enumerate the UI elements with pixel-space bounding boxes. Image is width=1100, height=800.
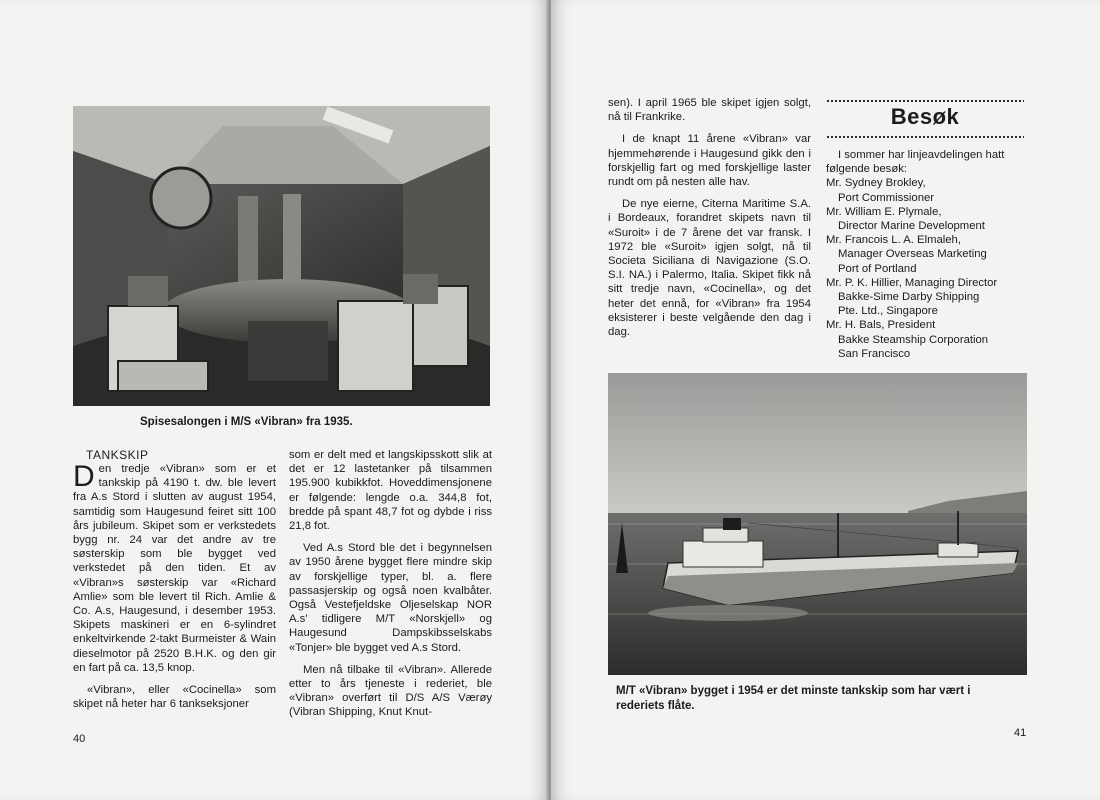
visitor-title: Bakke Steamship Corporation [838,333,989,346]
right-column [608,96,811,347]
drop-cap: D [73,460,95,493]
dining-salon-photo [73,106,490,406]
col1-paragraph-1-text: en tredje «Vibran» som er et tankskip på 4190 t. dw. ble levert fra A.s Stord i slutten av august 1954, samtidig som Haugesund feiret sitt 100 års jubileum. Skipet som er verkstedets bygg nr. 24 var det andre av tre søsterskip som ble bygget ved verkstedet på den tiden. Et av «Vibran»s søsterskip var «Richard Amlie» som ble levert til Rich. Amlie & Co. A.s, Haugesund, i desember 1953. Skipets maskineri er en 6-sylindret enkeltvirkende 2-takt Burmeister & Wain dieselmotor på 2520 B.H.K. og den gir en fart på ca. 13,5 knop. [73,463,276,674]
visitor-entry [826,318,1036,361]
col2-paragraph-1: som er delt med et langskipsskott slik at det er 12 lastetanker på tilsammen 195.900 kubikkfot. Hoveddimensjonene er følgende: lengde o.a. 344,8 fot, bredde på spant 48,7 fot og dybde i riss 21,8 fot. [289,449,492,533]
visitor-name: Mr. P. K. Hillier, Managing Director [826,276,998,289]
visitor-title: Port of Portland [838,262,917,275]
col1-paragraph-2: «Vibran», eller «Cocinella» som skipet nå heter har 6 tankseksjoner [73,684,276,711]
section-heading: TANKSKIP [86,448,149,462]
tanker-photo-caption: M/T «Vibran» bygget i 1954 er det minste tankskip som har vært i rederiets flåte. [616,685,971,712]
visitor-list [826,148,1036,361]
visitor-title: Port Commissioner [838,191,935,204]
right-paragraph-2: I de knapt 11 årene «Vibran» var hjemmehørende i Haugesund gikk den i forskjellig fart og med forskjellige laster rundt om på nesten alle hav. [608,133,811,189]
dining-salon-illustration [73,106,490,406]
visitor-name: Mr. Francois L. A. Elmaleh, [826,234,961,247]
left-page [0,0,549,800]
visitor-name: Mr. Sydney Brokley, [826,177,926,190]
visitor-title: Pte. Ltd., Singapore [838,305,938,318]
besok-title: Besøk [890,104,960,129]
visitor-title: Director Marine Development [838,220,985,233]
col2-paragraph-2: Ved A.s Stord ble det i begynnelsen av 1950 årene bygget flere mindre skip av forskjellige typer, bl. a. flere passasjerskip og også noen kvalbåter. Også Vestefjeldske Oljeselskap NOR A.s' tidligere M/T «Norskjell» og Haugesund Dampskibsselskabs «Tonjer» ble bygget ved A.s Stord. [289,542,492,654]
left-column-2 [289,448,492,728]
visitor-entry [826,233,1036,276]
visitor-name: Mr. H. Bals, President [826,319,936,332]
page-number-left: 40 [73,733,86,745]
left-column-1 [73,462,276,719]
dining-photo-caption: Spisesalongen i M/S «Vibran» fra 1935. [140,416,353,428]
col2-paragraph-3: Men nå tilbake til «Vibran». Allerede etter to års tjeneste i rederiet, ble «Vibran» overført til D/S A/S Værøy (Vibran Shipping, Knut Knut- [289,663,492,719]
tanker-ship-illustration [608,373,1027,675]
visitor-entry [826,276,1036,319]
visitor-entry [826,176,1036,204]
visitor-intro: I sommer har linjeavdelingen hatt følgende besøk: [826,149,1005,176]
besok-bottom-rule [826,134,1024,140]
visitor-title: Bakke-Sime Darby Shipping [838,291,980,304]
visitor-title: San Francisco [838,347,911,360]
right-paragraph-3: De nye eierne, Citerna Maritime S.A. i Bordeaux, forandret skipets navn til «Suroit» i de 7 årene det var fransk. I 1972 ble «Suroit» igjen solgt, nå til Societa Siciliana di Navigazione (S.O. S.I. NA.) i Palermo, Italia. Skipet fikk nå sitt tredje navn, «Cocinella», og det heter det ennå, for «Vibran» fra 1954 eksisterer i beste velgående den dag i dag. [608,198,811,339]
right-paragraph-1: sen). I april 1965 ble skipet igjen solgt, nå til Frankrike. [608,97,811,124]
visitor-entry [826,205,1036,233]
tanker-ship-photo [608,373,1027,675]
page-number-right: 41 [1014,727,1027,739]
visitor-name: Mr. William E. Plymale, [826,205,942,218]
col1-paragraph-1 [73,462,276,675]
visitor-title: Manager Overseas Marketing [838,248,987,261]
